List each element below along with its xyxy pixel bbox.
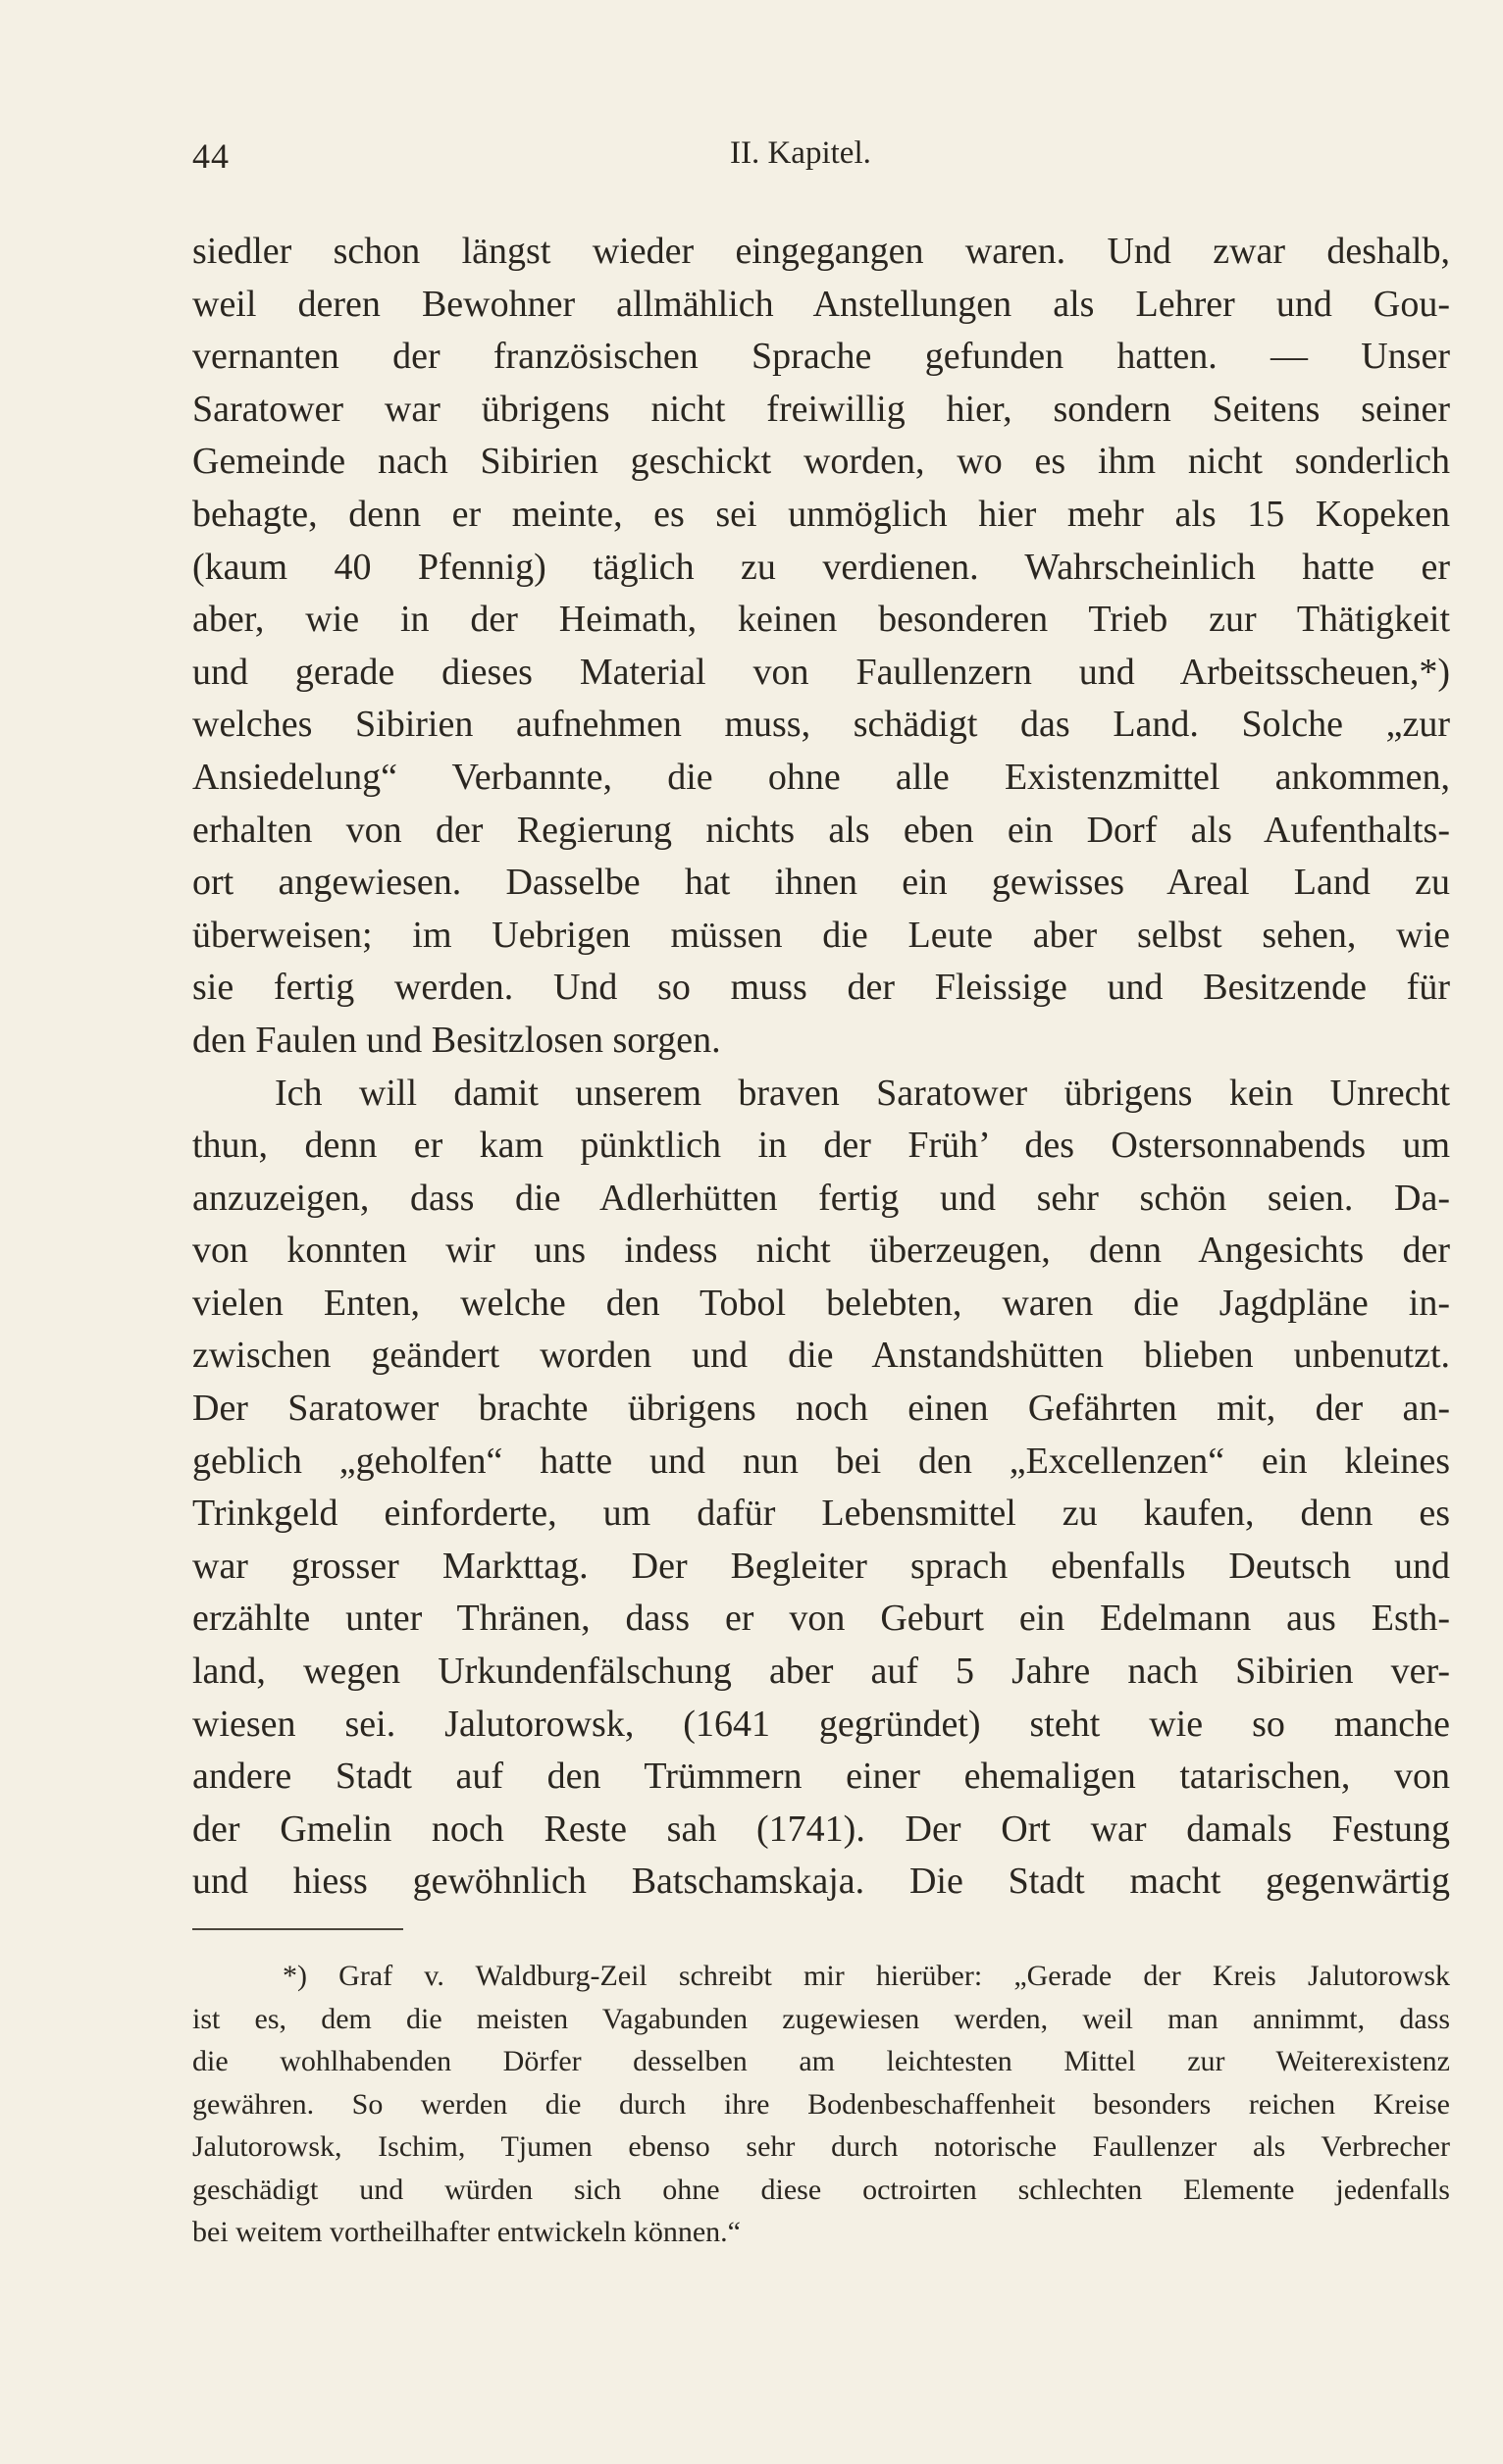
paragraph-end-line: den Faulen und Besitzlosen sorgen.	[192, 1019, 721, 1061]
body-text	[192, 226, 1450, 1909]
footnote-line: bei weitem vortheilhafter entwickeln können.“	[192, 2216, 741, 2248]
text-line: überweisen; im Uebrigen müssen die Leute aber selbst sehen, wie	[192, 914, 1450, 956]
text-line: geblich „geholfen“ hatte und nun bei den „Excellenzen“ ein kleines	[192, 1440, 1450, 1482]
text-line: Der Saratower brachte übrigens noch einen Gefährten mit, der an-	[192, 1388, 1450, 1430]
text-line: anzuzeigen, dass die Adlerhütten fertig und sehr schön seien. Da-	[192, 1177, 1450, 1219]
footnote-line: geschädigt und würden sich ohne diese octroirten schlechten Elemente jedenfalls	[192, 2173, 1450, 2206]
text-line: behagte, denn er meinte, es sei unmöglich hier mehr als 15 Kopeken	[192, 493, 1450, 535]
footnote-line: die wohlhabenden Dörfer desselben am leichtesten Mittel zur Weiterexistenz	[192, 2045, 1450, 2077]
text-line: welches Sibirien aufnehmen muss, schädigt das Land. Solche „zur	[192, 704, 1450, 746]
text-line: und gerade dieses Material von Faullenzern und Arbeitsscheuen,*)	[192, 651, 1450, 693]
text-line: zwischen geändert worden und die Anstandshütten blieben unbenutzt.	[192, 1335, 1450, 1377]
footnote-line: *) Graf v. Waldburg-Zeil schreibt mir hierüber: „Gerade der Kreis Jalutorowsk	[283, 1960, 1450, 1992]
text-line: war grosser Markttag. Der Begleiter sprach ebenfalls Deutsch und	[192, 1545, 1450, 1587]
text-line: land, wegen Urkundenfälschung aber auf 5 Jahre nach Sibirien ver-	[192, 1651, 1450, 1693]
text-line: Gemeinde nach Sibirien geschickt worden, wo es ihm nicht sonderlich	[192, 441, 1450, 483]
text-line: sie fertig werden. Und so muss der Fleissige und Besitzende für	[192, 967, 1450, 1009]
text-line: (kaum 40 Pfennig) täglich zu verdienen. Wahrscheinlich hatte er	[192, 546, 1450, 588]
text-line: Trinkgeld einforderte, um dafür Lebensmittel zu kaufen, denn es	[192, 1493, 1450, 1535]
text-line: Ansiedelung“ Verbannte, die ohne alle Existenzmittel ankommen,	[192, 756, 1450, 798]
footnote-separator	[192, 1928, 403, 1930]
text-line: siedler schon längst wieder eingegangen waren. Und zwar deshalb,	[192, 231, 1450, 272]
text-line: vielen Enten, welche den Tobol belebten, waren die Jagdpläne in-	[192, 1282, 1450, 1324]
page-number: 44	[192, 136, 230, 176]
running-head: II. Kapitel.	[730, 135, 871, 171]
text-line: und hiess gewöhnlich Batschamskaja. Die Stadt macht gegenwärtig	[192, 1861, 1450, 1903]
text-line: von konnten wir uns indess nicht überzeugen, denn Angesichts der	[192, 1230, 1450, 1272]
footnote-line: Jalutorowsk, Ischim, Tjumen ebenso sehr durch notorische Faullenzer als Verbrecher	[192, 2130, 1450, 2163]
text-line: erzählte unter Thränen, dass er von Geburt ein Edelmann aus Esth-	[192, 1598, 1450, 1640]
text-line: andere Stadt auf den Trümmern einer ehemaligen tatarischen, von	[192, 1756, 1450, 1798]
text-line: thun, denn er kam pünktlich in der Früh’ des Ostersonnabends um	[192, 1125, 1450, 1167]
footnote-line: ist es, dem die meisten Vagabunden zugewiesen werden, weil man annimmt, dass	[192, 2002, 1450, 2035]
text-line: vernanten der französischen Sprache gefunden hatten. — Unser	[192, 336, 1450, 378]
page-header	[192, 135, 1450, 179]
text-line: der Gmelin noch Reste sah (1741). Der Ort war damals Festung	[192, 1808, 1450, 1850]
paragraph-start-line: Ich will damit unserem braven Saratower übrigens kein Unrecht	[275, 1072, 1450, 1114]
footnote	[192, 1955, 1450, 2254]
text-line: wiesen sei. Jalutorowsk, (1641 gegründet) steht wie so manche	[192, 1703, 1450, 1745]
footnote-line: gewähren. So werden die durch ihre Bodenbeschaffenheit besonders reichen Kreise	[192, 2087, 1450, 2121]
text-line: erhalten von der Regierung nichts als eben ein Dorf als Aufenthalts-	[192, 809, 1450, 851]
text-line: weil deren Bewohner allmählich Anstellungen als Lehrer und Gou-	[192, 283, 1450, 325]
text-line: Saratower war übrigens nicht freiwillig hier, sondern Seitens seiner	[192, 388, 1450, 430]
text-line: ort angewiesen. Dasselbe hat ihnen ein gewisses Areal Land zu	[192, 862, 1450, 904]
text-line: aber, wie in der Heimath, keinen besonderen Trieb zur Thätigkeit	[192, 599, 1450, 641]
